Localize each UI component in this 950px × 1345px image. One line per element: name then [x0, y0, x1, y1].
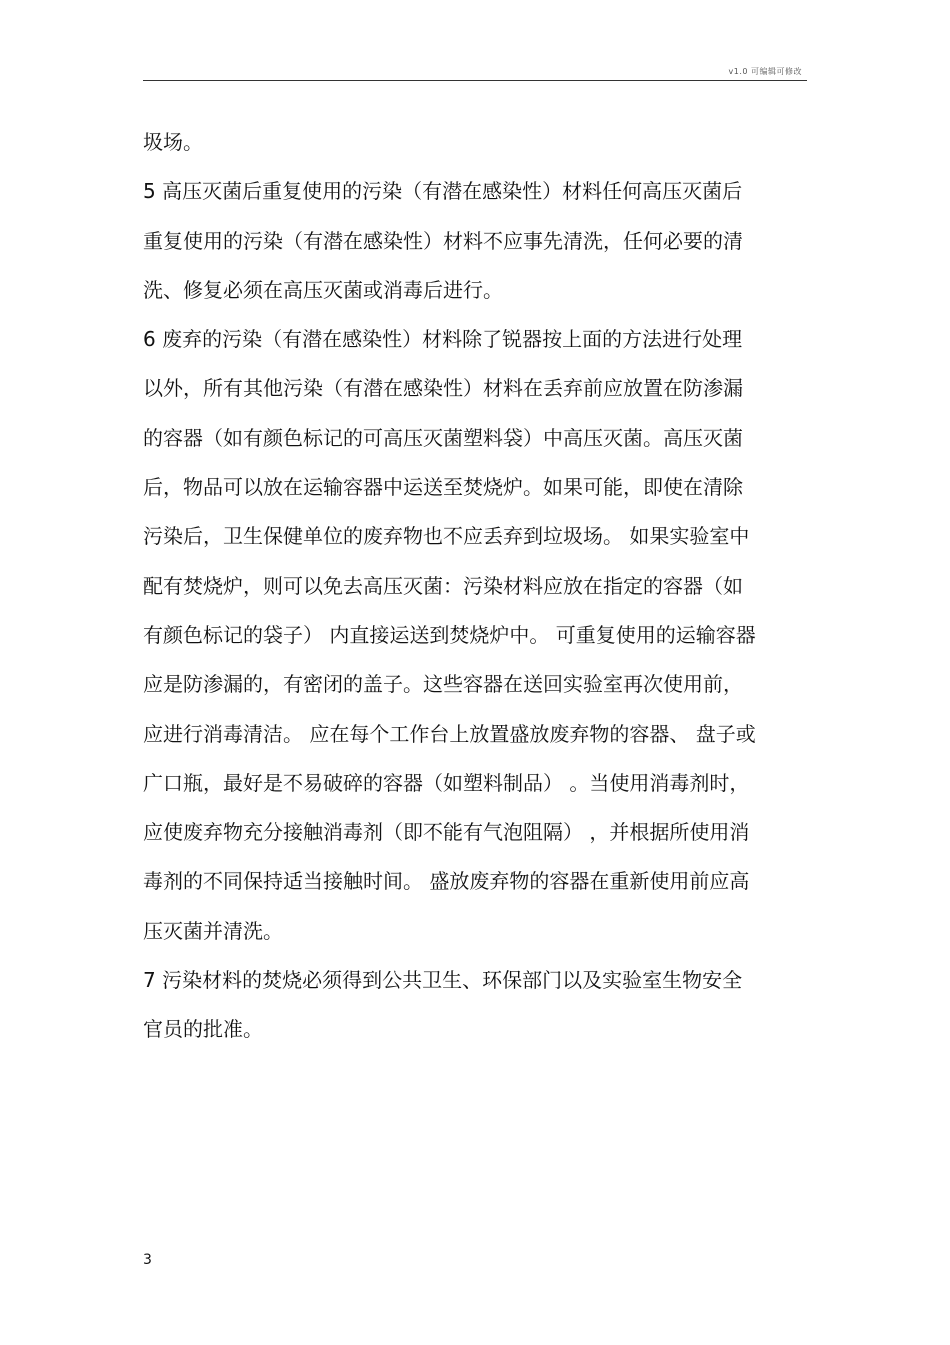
header-version-text: v1.0 可编辑可修改	[728, 67, 802, 76]
header-divider	[143, 80, 807, 81]
body-line: 6 废弃的污染（有潜在感染性）材料除了锐器按上面的方法进行处理	[143, 327, 743, 352]
body-line: 应使废弃物充分接触消毒剂（即不能有气泡阻隔） ，并根据所使用消	[143, 820, 750, 845]
body-line: 污染后，卫生保健单位的废弃物也不应丢弃到垃圾场。 如果实验室中	[143, 524, 750, 549]
body-line: 洗、修复必须在高压灭菌或消毒后进行。	[143, 277, 503, 302]
body-line: 5 高压灭菌后重复使用的污染（有潜在感染性）材料任何高压灭菌后	[143, 179, 743, 204]
body-line: 以外，所有其他污染（有潜在感染性）材料在丢弃前应放置在防渗漏	[143, 376, 743, 401]
body-line: 配有焚烧炉，则可以免去高压灭菌：污染材料应放在指定的容器（如	[143, 573, 743, 598]
body-line: 后，物品可以放在运输容器中运送至焚烧炉。如果可能，即使在清除	[143, 475, 743, 500]
body-line: 的容器（如有颜色标记的可高压灭菌塑料袋）中高压灭菌。高压灭菌	[143, 425, 743, 450]
body-line: 压灭菌并清洗。	[143, 918, 283, 943]
page-number: 3	[143, 1252, 152, 1268]
body-line: 7 污染材料的焚烧必须得到公共卫生、环保部门以及实验室生物安全	[143, 968, 743, 993]
body-line: 应进行消毒清洁。 应在每个工作台上放置盛放废弃物的容器、 盘子或	[143, 721, 756, 746]
body-line: 应是防渗漏的，有密闭的盖子。这些容器在送回实验室再次使用前，	[143, 672, 743, 697]
body-line: 毒剂的不同保持适当接触时间。 盛放废弃物的容器在重新使用前应高	[143, 869, 750, 894]
body-line: 重复使用的污染（有潜在感染性）材料不应事先清洗，任何必要的清	[143, 228, 743, 253]
body-line: 圾场。	[143, 130, 203, 154]
document-body	[143, 125, 813, 1062]
body-line: 官员的批准。	[143, 1017, 263, 1042]
body-line: 有颜色标记的袋子） 内直接运送到焚烧炉中。 可重复使用的运输容器	[143, 622, 756, 647]
body-line: 广口瓶，最好是不易破碎的容器（如塑料制品） 。当使用消毒剂时，	[143, 770, 750, 795]
